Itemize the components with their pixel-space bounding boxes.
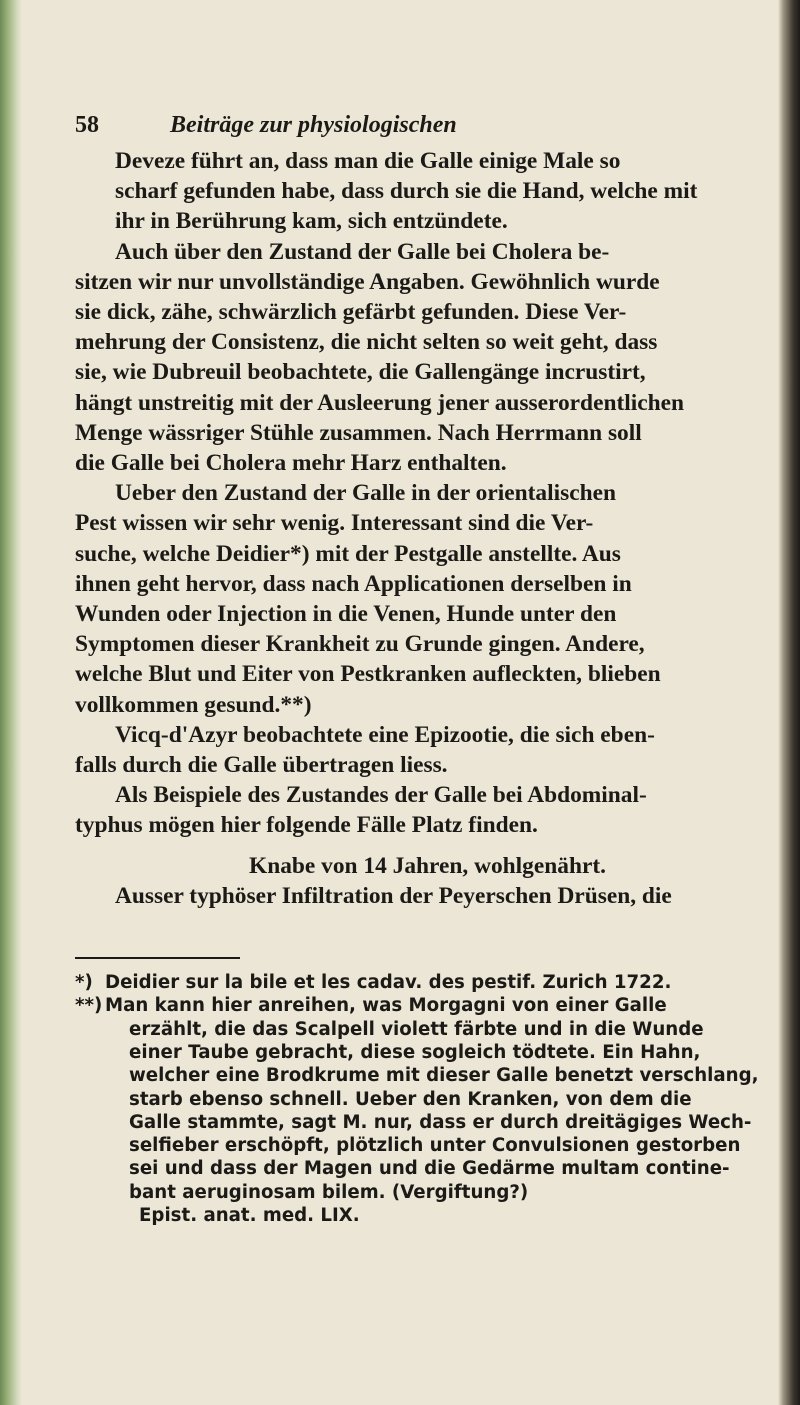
running-title: Beiträge zur physiologischen <box>170 112 457 138</box>
text-line: Auch über den Zustand der Galle bei Cholera be- <box>115 238 610 265</box>
footnote-2 <box>75 994 780 1017</box>
text-line: sie dick, zähe, schwärzlich gefärbt gefunden. Diese Ver- <box>75 299 627 326</box>
text-line: ihnen geht hervor, dass nach Applicationen derselben in <box>75 570 632 597</box>
footnote-line: sei und dass der Magen und die Gedärme multam contine- <box>129 1158 730 1180</box>
footnote-rule <box>75 957 240 959</box>
text-line: sie, wie Dubreuil beobachtete, die Gallengänge incrustirt, <box>75 359 646 386</box>
footnote-line: erzählt, die das Scalpell violett färbte und in die Wunde <box>129 1018 704 1040</box>
book-edge-right <box>778 0 800 1405</box>
text-line: die Galle bei Cholera mehr Harz enthalten. <box>75 450 507 477</box>
footnote-text: Man kann hier anreihen, was Morgagni von einer Galle <box>105 995 667 1017</box>
footnote-line: Galle stammte, sagt M. nur, dass er durch dreitägiges Wech- <box>129 1111 752 1133</box>
text-line: falls durch die Galle übertragen liess. <box>75 752 448 779</box>
text-line: scharf gefunden habe, dass durch sie die Hand, welche mit <box>115 178 698 205</box>
paragraph-pest <box>75 478 780 720</box>
footnotes <box>75 971 780 1227</box>
footnote-text: Deidier sur la bile et les cadav. des pestif. Zurich 1722. <box>105 972 672 994</box>
text-line: vollkommen gesund.**) <box>75 691 312 718</box>
footnote-line: welcher eine Brodkrume mit dieser Galle benetzt verschlang, <box>129 1065 759 1087</box>
text-line: Pest wissen wir sehr wenig. Interessant sind die Ver- <box>75 510 594 537</box>
text-line: Wunden oder Injection in die Venen, Hunde unter den <box>75 601 617 628</box>
case-heading: Knabe von 14 Jahren, wohlgenährt. <box>249 852 606 879</box>
running-head <box>75 112 780 146</box>
footnote-line: starb ebenso schnell. Ueber den Kranken, von dem die <box>129 1088 692 1110</box>
book-page <box>75 112 780 1227</box>
text-line: suche, welche Deidier*) mit der Pestgalle anstellte. Aus <box>75 540 621 567</box>
text-line: Als Beispiele des Zustandes der Galle bei Abdominal- <box>115 782 647 809</box>
text-line: Deveze führt an, dass man die Galle einige Male so <box>115 148 621 174</box>
paragraph-typhus <box>75 780 780 840</box>
footnote-line: bant aeruginosam bilem. (Vergiftung?) <box>129 1181 529 1203</box>
footnote-mark: *) <box>75 972 93 994</box>
footnote-line: Epist. anat. med. LIX. <box>139 1205 360 1227</box>
text-line: ihr in Berührung kam, sich entzündete. <box>115 208 508 235</box>
text-line: Ueber den Zustand der Galle in der orientalischen <box>115 480 616 507</box>
text-line: mehrung der Consistenz, die nicht selten so weit geht, dass <box>75 329 658 356</box>
footnote-1 <box>75 971 780 994</box>
paragraph-case <box>75 881 780 911</box>
text-line: Menge wässriger Stühle zusammen. Nach Herrmann soll <box>75 419 642 446</box>
text-line: Ausser typhöser Infiltration der Peyerschen Drüsen, die <box>115 882 672 909</box>
footnote-line: einer Taube gebracht, diese sogleich tödtete. Ein Hahn, <box>129 1041 701 1063</box>
text-line: Symptomen dieser Krankheit zu Grunde gingen. Andere, <box>75 631 645 658</box>
page-number: 58 <box>75 112 99 138</box>
text-line: Vicq-d'Azyr beobachtete eine Epizootie, die sich eben- <box>115 721 655 748</box>
book-spine-left <box>0 0 22 1405</box>
paragraph-cholera <box>75 237 780 479</box>
footnote-line: selfieber erschöpft, plötzlich unter Convulsionen gestorben <box>129 1135 741 1157</box>
paragraph-deveze <box>75 146 780 237</box>
text-line: typhus mögen hier folgende Fälle Platz finden. <box>75 812 538 839</box>
text-line: sitzen wir nur unvollständige Angaben. Gewöhnlich wurde <box>75 268 660 295</box>
paragraph-epizootie <box>75 720 780 780</box>
text-line: hängt unstreitig mit der Ausleerung jener ausserordentlichen <box>75 389 685 416</box>
text-line: welche Blut und Eiter von Pestkranken aufleckten, blieben <box>75 661 661 688</box>
footnote-mark: **) <box>75 995 103 1017</box>
